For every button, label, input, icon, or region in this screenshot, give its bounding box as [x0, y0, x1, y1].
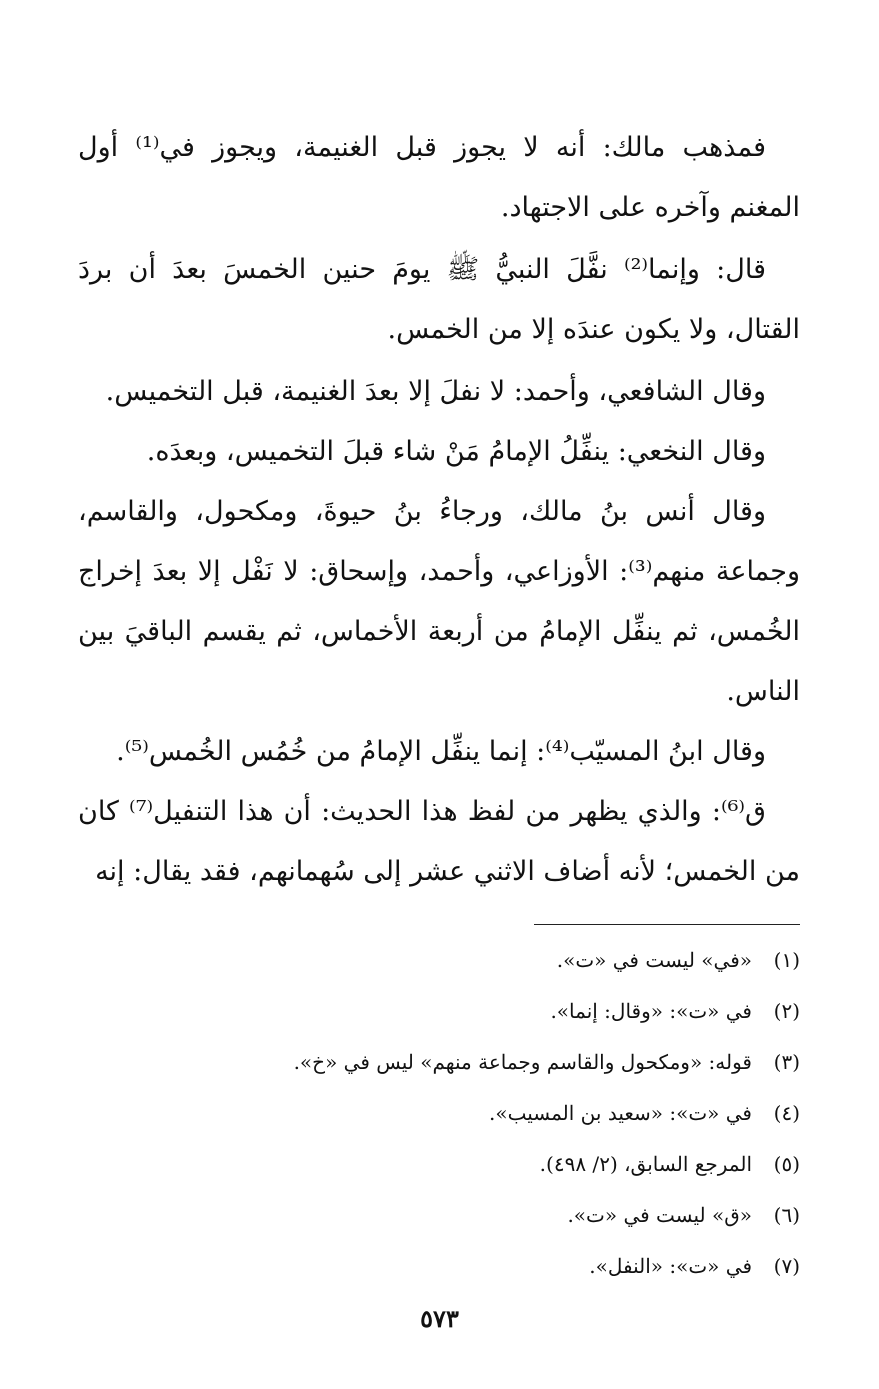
footnote-7	[78, 1241, 800, 1292]
footnote-number: (٦)	[773, 1203, 800, 1227]
paragraph-3: وقال الشافعي، وأحمد: لا نفلَ إلا بعدَ الغنيمة، قبل التخميس.	[105, 376, 766, 407]
paragraph-7: ق⁽⁶⁾: والذي يظهر من لفظ هذا الحديث: أن هذا التنفيل⁽⁷⁾ كان من الخمس؛ لأنه أضاف الاثني عشر إلى سُهمانهم، فقد يقال: إنه	[78, 796, 800, 887]
footnote-number: (٢)	[773, 999, 800, 1023]
footnote-number: (٥)	[773, 1152, 800, 1176]
paragraph-4: وقال النخعي: ينفِّلُ الإمامُ مَنْ شاء قبلَ التخميس، وبعدَه.	[146, 436, 766, 467]
main-text	[78, 118, 800, 902]
footnote-number: (٧)	[773, 1254, 800, 1278]
footnote-2	[78, 986, 800, 1037]
footnote-text: المرجع السابق، (٢/ ٤٩٨).	[539, 1152, 752, 1176]
footnote-number: (٤)	[773, 1101, 800, 1125]
footnote-4	[78, 1088, 800, 1139]
footnote-text: قوله: «ومكحول والقاسم وجماعة منهم» ليس في «خ».	[293, 1050, 752, 1074]
paragraph-6: وقال ابنُ المسيّب⁽⁴⁾: إنما ينفِّل الإمامُ من خُمُس الخُمس⁽⁵⁾.	[116, 736, 766, 767]
paragraph-1: فمذهب مالك: أنه لا يجوز قبل الغنيمة، ويجوز في⁽¹⁾ أول المغنم وآخره على الاجتهاد.	[78, 132, 800, 223]
paragraph-5: وقال أنس بنُ مالك، ورجاءُ بنُ حيوةَ، ومكحول، والقاسم، وجماعة منهم⁽³⁾: الأوزاعي، وأحمد، وإسحاق: لا نَفْل إلا بعدَ إخراج الخُمس، ثم ينفِّل الإمامُ من أربعة الأخماس، ثم يقسم الباقيَ بين الناس.	[78, 496, 801, 707]
footnote-text: «ق» ليست في «ت».	[567, 1203, 752, 1227]
footnote-6	[78, 1190, 800, 1241]
footnote-text: «في» ليست في «ت».	[556, 948, 752, 972]
footnote-3	[78, 1037, 800, 1088]
footnote-5	[78, 1139, 800, 1190]
paragraph-2: قال: وإنما⁽²⁾ نفَّلَ النبيُّ ﷺ يومَ حنين الخمسَ بعدَ أن بردَ القتال، ولا يكون عندَه إلا من الخمس.	[78, 254, 800, 345]
footnotes-list	[78, 935, 800, 1292]
footnote-divider	[534, 924, 800, 925]
page-number: ٥٧٣	[420, 1304, 459, 1333]
footnote-text: في «ت»: «النفل».	[589, 1254, 752, 1278]
footnote-1	[78, 935, 800, 986]
footnote-number: (١)	[773, 948, 800, 972]
footnote-number: (٣)	[773, 1050, 800, 1074]
footnote-text: في «ت»: «وقال: إنما».	[550, 999, 752, 1023]
footnote-text: في «ت»: «سعيد بن المسيب».	[489, 1101, 752, 1125]
